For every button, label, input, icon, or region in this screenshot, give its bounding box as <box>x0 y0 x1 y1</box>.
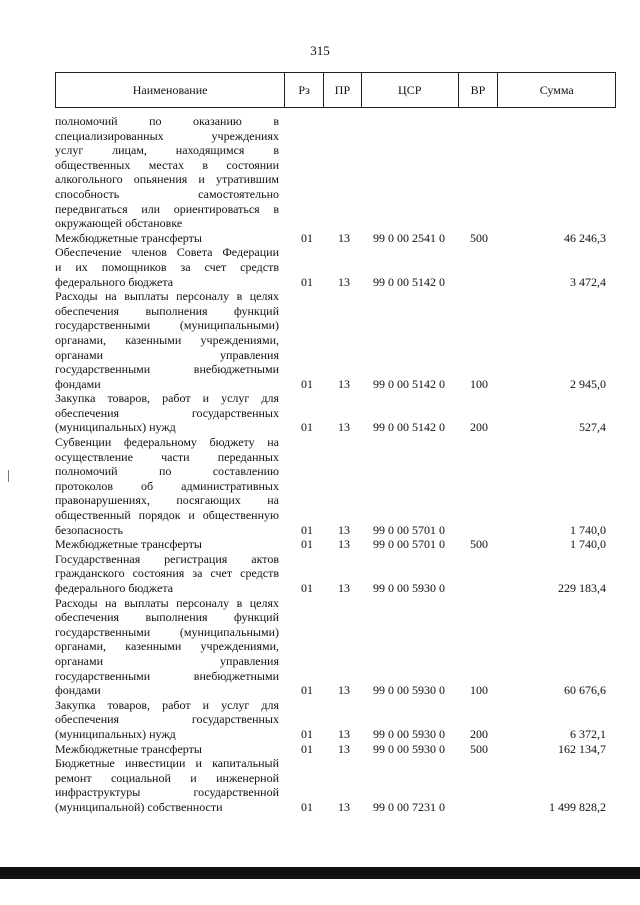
table-header <box>55 72 616 108</box>
row-csr: 99 0 00 5142 0 <box>373 274 445 289</box>
row-name-line: обеспечения государственных <box>55 712 279 727</box>
row-name <box>55 114 279 231</box>
scan-edge-bar <box>0 867 640 879</box>
row-name-line: полномочий по оказанию в <box>55 114 279 128</box>
row-sum: 60 676,6 <box>564 683 606 698</box>
table-row <box>55 391 616 435</box>
row-name-line: Субвенции федеральному бюджету на <box>55 435 279 450</box>
row-name-line: инфраструктуры государственной <box>55 785 279 800</box>
row-vr: 500 <box>470 537 488 552</box>
row-rz: 01 <box>301 420 313 435</box>
row-codes <box>55 727 616 742</box>
row-vr: 100 <box>470 683 488 698</box>
row-name-line: Межбюджетные трансферты <box>55 537 202 552</box>
row-name-line: Межбюджетные трансферты <box>55 230 202 245</box>
row-csr: 99 0 00 5930 0 <box>373 581 445 595</box>
row-name-line: алкогольного опьянения и утратившим <box>55 172 279 187</box>
row-pr: 13 <box>338 230 350 245</box>
row-pr: 13 <box>338 799 350 814</box>
row-codes <box>55 216 616 231</box>
row-codes <box>55 377 616 392</box>
scan-mark <box>8 470 9 482</box>
row-sum: 1 499 828,2 <box>549 799 606 814</box>
row-csr: 99 0 00 5142 0 <box>373 420 445 435</box>
row-pr: 13 <box>338 581 350 595</box>
table-row <box>55 537 616 552</box>
row-rz: 01 <box>301 230 313 245</box>
row-name-line: обеспечения государственных <box>55 405 279 420</box>
row-csr: 99 0 00 5701 0 <box>373 537 445 552</box>
row-sum: 3 472,4 <box>570 274 606 289</box>
row-codes <box>55 231 616 246</box>
row-csr: 99 0 00 5930 0 <box>373 726 445 741</box>
row-codes <box>55 581 616 596</box>
row-rz: 01 <box>301 522 313 537</box>
row-pr: 13 <box>338 683 350 698</box>
row-codes <box>55 275 616 290</box>
row-name-line: специализированных учреждениях <box>55 128 279 143</box>
row-name-line: обеспечения выполнения функций <box>55 610 279 625</box>
header-rz: Рз <box>285 73 324 107</box>
row-rz: 01 <box>301 581 313 595</box>
row-name-line: безопасность <box>55 522 123 537</box>
row-vr: 200 <box>470 726 488 741</box>
table-body <box>55 114 616 815</box>
row-name-line: государственными (муниципальными) <box>55 624 279 639</box>
row-name-line: (муниципальных) нужд <box>55 420 176 435</box>
row-name-line: Закупка товаров, работ и услуг для <box>55 391 279 406</box>
row-name-line: фондами <box>55 376 101 391</box>
row-pr: 13 <box>338 537 350 552</box>
row-name-line: общественный порядок и общественную <box>55 508 279 523</box>
row-name-line: Бюджетные инвестиции и капитальный <box>55 756 279 771</box>
table-row <box>55 435 616 537</box>
row-rz: 01 <box>301 537 313 552</box>
row-vr: 500 <box>470 741 488 756</box>
row-name-line: органами, казенными учреждениями, <box>55 639 279 654</box>
row-name-line: ремонт социальной и инженерной <box>55 770 279 785</box>
row-name-line: (муниципальных) нужд <box>55 726 176 741</box>
table-row <box>55 245 616 289</box>
row-name-line: правонарушениях, посягающих на <box>55 493 279 508</box>
row-sum: 229 183,4 <box>558 581 606 595</box>
row-vr: 100 <box>470 376 488 391</box>
row-sum: 1 740,0 <box>570 537 606 552</box>
row-name-line: гражданского состояния за счет средств <box>55 566 279 581</box>
table-row <box>55 552 616 596</box>
row-name-line: полномочий по составлению <box>55 464 279 479</box>
row-codes <box>55 742 616 757</box>
row-name-line: окружающей обстановке <box>55 216 183 231</box>
row-pr: 13 <box>338 522 350 537</box>
table-row <box>55 596 616 698</box>
row-name-line: (муниципальной) собственности <box>55 799 223 814</box>
row-codes <box>55 420 616 435</box>
row-name-line: Расходы на выплаты персоналу в целях <box>55 595 279 610</box>
row-rz: 01 <box>301 799 313 814</box>
row-csr: 99 0 00 7231 0 <box>373 799 445 814</box>
row-name-line: федерального бюджета <box>55 274 174 289</box>
row-name-line: осуществление части переданных <box>55 449 279 464</box>
row-csr: 99 0 00 2541 0 <box>373 230 445 245</box>
row-rz: 01 <box>301 726 313 741</box>
row-rz: 01 <box>301 274 313 289</box>
row-name-line: Межбюджетные трансферты <box>55 741 202 756</box>
row-name-line: государственными внебюджетными <box>55 668 279 683</box>
table-row <box>55 289 616 391</box>
row-name-line: общественных местах в состоянии <box>55 157 279 172</box>
row-name-line: Государственная регистрация актов <box>55 551 279 566</box>
row-pr: 13 <box>338 376 350 391</box>
table-row <box>55 756 616 814</box>
row-name-line: протоколов об административных <box>55 478 279 493</box>
row-sum: 6 372,1 <box>570 726 606 741</box>
row-name-line: Закупка товаров, работ и услуг для <box>55 697 279 712</box>
row-rz: 01 <box>301 376 313 391</box>
table-row <box>55 742 616 757</box>
page-number: 315 <box>310 43 330 58</box>
row-sum: 2 945,0 <box>570 376 606 391</box>
row-name-line: органами, казенными учреждениями, <box>55 332 279 347</box>
header-vr: ВР <box>459 73 499 107</box>
table-row <box>55 698 616 742</box>
header-csr: ЦСР <box>362 73 459 107</box>
row-sum: 1 740,0 <box>570 522 606 537</box>
row-vr: 500 <box>470 230 488 245</box>
header-name: Наименование <box>56 73 285 107</box>
row-name-line: органами управления <box>55 347 279 362</box>
row-name-line: передвигаться или ориентироваться в <box>55 201 279 216</box>
row-pr: 13 <box>338 726 350 741</box>
row-name-line: органами управления <box>55 653 279 668</box>
row-pr: 13 <box>338 741 350 756</box>
row-codes <box>55 537 616 552</box>
table-row <box>55 231 616 246</box>
row-name-line: и их помощников за счет средств <box>55 259 279 274</box>
header-sum: Сумма <box>539 82 574 97</box>
row-pr: 13 <box>338 274 350 289</box>
row-vr: 200 <box>470 420 488 435</box>
row-sum: 527,4 <box>579 420 606 435</box>
row-name-line: способность самостоятельно <box>55 186 279 201</box>
table-row <box>55 114 616 231</box>
row-codes <box>55 800 616 815</box>
row-csr: 99 0 00 5142 0 <box>373 376 445 391</box>
row-sum: 46 246,3 <box>564 230 606 245</box>
header-pr: ПР <box>324 73 362 107</box>
row-name-line: услуг лицам, находящимся в <box>55 143 279 158</box>
row-pr: 13 <box>338 420 350 435</box>
row-name-line: фондами <box>55 683 101 698</box>
row-csr: 99 0 00 5701 0 <box>373 522 445 537</box>
row-name-line: федерального бюджета <box>55 581 174 595</box>
row-sum: 162 134,7 <box>558 741 606 756</box>
row-name-line: обеспечения выполнения функций <box>55 303 279 318</box>
row-codes <box>55 683 616 698</box>
row-codes <box>55 523 616 538</box>
row-name-line: государственными (муниципальными) <box>55 318 279 333</box>
row-name-line: Обеспечение членов Совета Федерации <box>55 245 279 260</box>
row-name-line: Расходы на выплаты персоналу в целях <box>55 289 279 304</box>
row-csr: 99 0 00 5930 0 <box>373 741 445 756</box>
row-rz: 01 <box>301 683 313 698</box>
row-name-line: государственными внебюджетными <box>55 362 279 377</box>
row-csr: 99 0 00 5930 0 <box>373 683 445 698</box>
row-rz: 01 <box>301 741 313 756</box>
